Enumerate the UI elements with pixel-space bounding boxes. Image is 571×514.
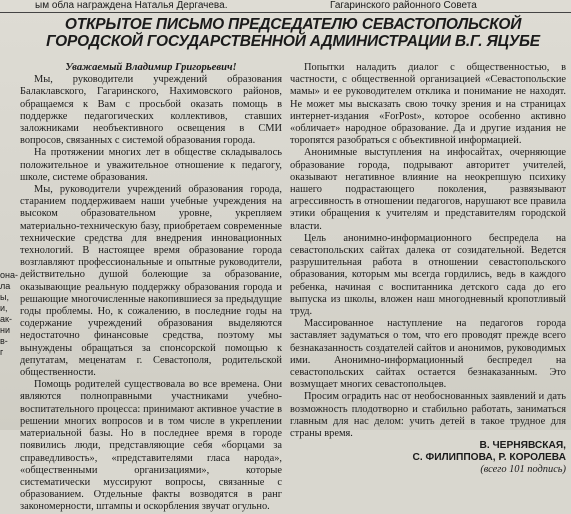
signatures-count: (всего 101 подпись) <box>480 464 566 476</box>
paragraph: Цель анонимно-информационного беспредела на севастопольских сайтах далека от созидательной. Ведется разрушительная работа в отношении севастопольского образования, которым мы всегда гордились, ведь в каждого ребенка, начиная с воспитанника детского сада до его выпуска из школы, вложен наш многодневный кропотливый труд. <box>290 232 566 318</box>
article-column-2 <box>290 62 566 476</box>
left-column-fragment <box>0 270 18 430</box>
signature-line: С. ФИЛИППОВА, Р. КОРОЛЕВА <box>412 452 566 464</box>
paragraph: Анонимные выступления на инфосайтах, очерняющие образование города, подрывают авторитет учителей, оказывают негативное влияние на неокрепшую психику нашего подрастающего поколения, развязывают агрессивность в отношении педагогов, нарушают все правила этики обращения к учителям и представителям городской власти. <box>290 147 566 232</box>
greeting: Уважаемый Владимир Григорьевич! <box>65 62 237 73</box>
paragraph: Попытки наладить диалог с общественностью, в частности, с общественной организацией «Севастопольские мамы» и ее руководителем отклика и понимание не находят. Не может мы высказать свою точку зрения и на страницах интернет-издания «ForPost», которое особенно активно «обличает» народное образование. Да и другие издания не торопятся разобраться с объективной информацией. <box>290 62 566 147</box>
fragment-line: ак- <box>0 314 12 324</box>
header-right-text: Гагаринского районного Совета <box>330 0 477 11</box>
fragment-line: ы, <box>0 292 9 302</box>
article-title: ОТКРЫТОЕ ПИСЬМО ПРЕДСЕДАТЕЛЮ СЕВАСТОПОЛЬСКОЙ ГОРОДСКОЙ ГОСУДАРСТВЕННОЙ АДМИНИСТРАЦИИ В.Г. ЯЦУБЕ <box>46 16 540 50</box>
paragraph: Массированное наступление на педагогов города заставляет задуматься о том, что его проводят прежде всего безнаказанность создателей сайтов и анонимов, руководимых ими. Анонимно-информационный беспредел на севастопольских сайтах остается безнаказанным. Это возмущает многих севастопольцев. <box>290 318 566 391</box>
fragment-line: ни <box>0 325 10 335</box>
article-column-1 <box>20 62 282 513</box>
header-left-text: ым обла награждена Наталья Дергачева. <box>35 0 228 11</box>
fragment-line: в- <box>0 336 8 346</box>
fragment-line: ла <box>0 281 11 291</box>
paragraph: Мы, руководители учреждений образования Балаклавского, Гагаринского, Нахимовского районов, обращаемся к Вам с просьбой оказать помощь в поддержке педагогических коллективов, ставших заложниками необъективного освещения в СМИ вопросов, связанных с системой образования города. <box>20 74 282 147</box>
paragraph: На протяжении многих лет в обществе складывалось положительное и уважительное отношение к педагогу, школе, системе образования. <box>20 147 282 183</box>
fragment-line: она- <box>0 270 18 280</box>
fragment-line: и, <box>0 303 8 313</box>
signature-line: В. ЧЕРНЯВСКАЯ, <box>479 440 566 452</box>
fragment-line: г <box>0 347 4 357</box>
page-header <box>0 0 571 13</box>
paragraph: Просим оградить нас от необоснованных заявлений и дать возможность плодотворно и стабильно работать, заниматься главным для нас делом: учить детей в такое трудное для страны время. <box>290 391 566 440</box>
paragraph: Помощь родителей существовала во все времена. Они являются полноправными участниками учебно-воспитательного процесса: принимают активное участие в решении многих вопросов и в том числе в укреплении материальной базы. Но в последнее время в городе появились люди, представляющие себя «борцами за справедливость», «представителями гласа народа», «общественными организациями», которые систематически муссируют вопросы, связанные с образованием. Отдельные факты возводятся в ранг закономерности, штампы и оскорбления звучат огульно. <box>20 379 282 513</box>
paragraph: Мы, руководители учреждений образования города, старанием поддерживаем наши учебные учреждения на высоком образовательном уровне, укрепляем материально-техническую базу, приобретаем современные технические средства для внедрения инновационных технологий. В настоящее время образование города возглавляют профессиональные и опытные руководители, действительно душой болеющие за образование, оказывающие реальную поддержку образования города и решающие многочисленные накопившиеся за предыдущие годы проблемы. Но, к сожалению, в последние годы на содержание учреждений образования выделяются недостаточно финансовые средства, поэтому мы вынуждены обращаться за спонсорской помощью к депутатам, меценатам г. Севастополя, родительской общественности. <box>20 184 282 379</box>
